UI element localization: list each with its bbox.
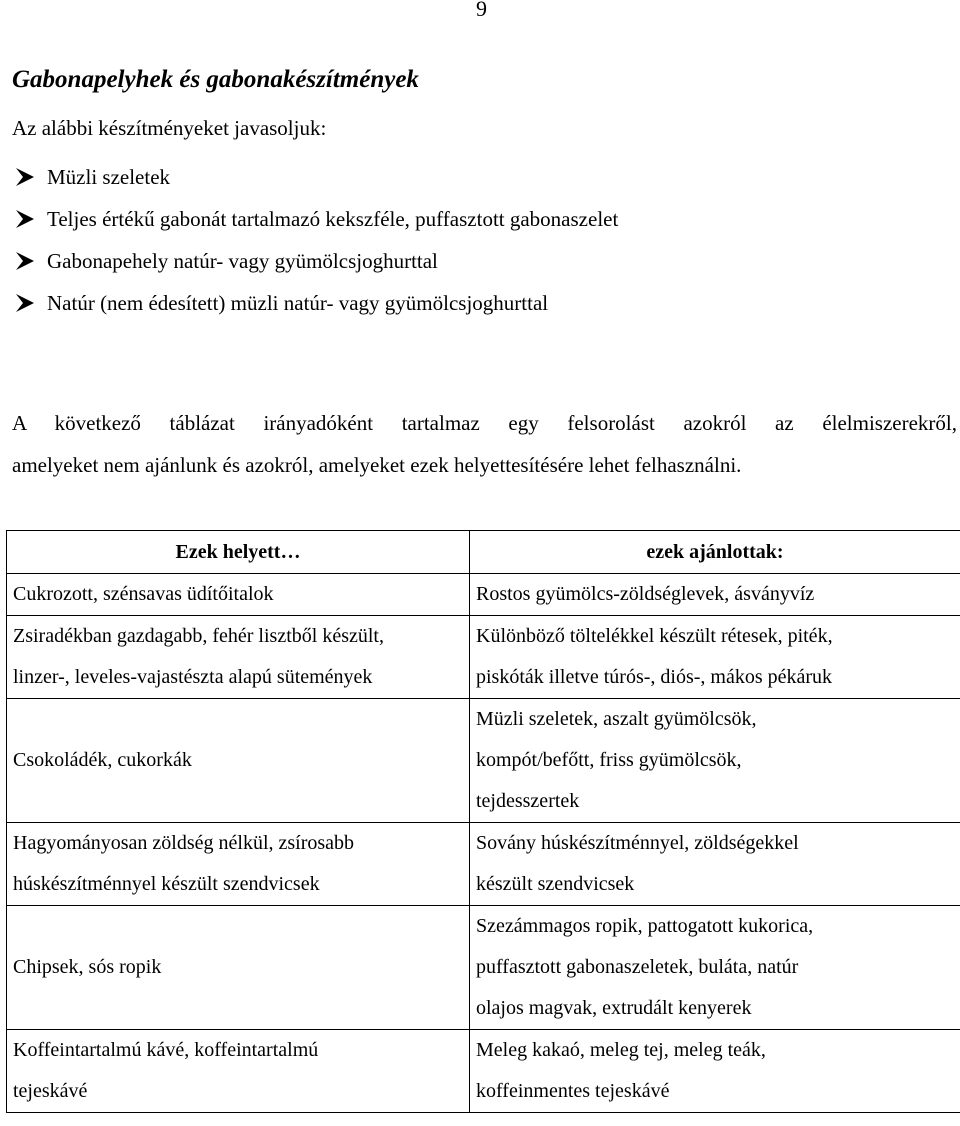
section-heading: Gabonapelyhek és gabonakészítmények: [12, 66, 419, 93]
cell-text: piskóták illetve túrós-, diós-, mákos pékáruk: [476, 666, 833, 688]
paragraph-line: amelyeket nem ajánlunk és azokról, amelyeket ezek helyettesítésére lehet felhasználni.: [12, 453, 742, 477]
cell-avoid: [7, 699, 470, 823]
cell-text: Cukrozott, szénsavas üdítőitalok: [13, 583, 274, 605]
cell-avoid: [7, 1030, 470, 1113]
cell-text: Zsiradékban gazdagabb, fehér lisztből készült,: [13, 625, 384, 647]
cell-text: Sovány húskészítménnyel, zöldségekkel: [476, 832, 799, 854]
cell-avoid: [7, 823, 470, 906]
recommendation-list: [12, 156, 618, 324]
list-item: [12, 240, 618, 282]
cell-text: linzer-, leveles-vajastészta alapú sütemények: [13, 666, 373, 688]
cell-recommended: [470, 823, 960, 906]
cell-text: Hagyományosan zöldség nélkül, zsírosabb: [13, 832, 355, 854]
cell-text: koffeinmentes tejeskávé: [476, 1080, 670, 1102]
table-header-row: [7, 531, 960, 574]
food-substitution-table: [6, 530, 960, 1113]
cell-text: Meleg kakaó, meleg tej, meleg teák,: [476, 1039, 766, 1061]
cell-recommended: [470, 1030, 960, 1113]
table-row: [7, 616, 960, 699]
cell-text: Chipsek, sós ropik: [13, 956, 162, 978]
cell-text: olajos magvak, extrudált kenyerek: [476, 997, 752, 1019]
cell-text: Müzli szeletek, aszalt gyümölcsök,: [476, 708, 757, 730]
table-row: [7, 574, 960, 616]
arrowhead-bullet-icon: [12, 292, 42, 314]
arrowhead-bullet-icon: [12, 208, 42, 230]
intro-text: Az alábbi készítményeket javasoljuk:: [12, 116, 327, 140]
cell-text: Rostos gyümölcs-zöldséglevek, ásványvíz: [476, 583, 815, 605]
cell-text: Szezámmagos ropik, pattogatott kukorica,: [476, 915, 814, 937]
table-row: [7, 906, 960, 1030]
list-item-text: Natúr (nem édesített) müzli natúr- vagy gyümölcsjoghurttal: [47, 290, 549, 315]
list-item: [12, 156, 618, 198]
list-item: [12, 282, 618, 324]
cell-recommended: [470, 574, 960, 616]
cell-text: Koffeintartalmú kávé, koffeintartalmú: [13, 1039, 319, 1061]
cell-text: puffasztott gabonaszeletek, buláta, natúr: [476, 956, 799, 978]
cell-text: tejeskávé: [13, 1080, 88, 1102]
list-item: [12, 198, 618, 240]
table-intro-paragraph: [12, 402, 957, 486]
cell-avoid: [7, 906, 470, 1030]
cell-text: Különböző töltelékkel készült rétesek, piték,: [476, 625, 833, 647]
table-row: [7, 823, 960, 906]
paragraph-line: A következő táblázat irányadóként tartalmaz egy felsorolást azokról az élelmiszerekről,: [12, 411, 957, 435]
cell-text: kompót/befőtt, friss gyümölcsök,: [476, 749, 742, 771]
cell-recommended: [470, 906, 960, 1030]
cell-recommended: [470, 699, 960, 823]
cell-avoid: [7, 574, 470, 616]
table-row: [7, 1030, 960, 1113]
list-item-text: Müzli szeletek: [47, 164, 171, 189]
header-recommended: ezek ajánlottak:: [470, 531, 960, 574]
list-item-text: Teljes értékű gabonát tartalmazó kekszféle, puffasztott gabonaszelet: [47, 206, 619, 231]
header-instead-of: Ezek helyett…: [7, 531, 470, 574]
cell-text: tejdesszertek: [476, 790, 580, 812]
page-number: 9: [476, 0, 487, 21]
arrowhead-bullet-icon: [12, 250, 42, 272]
cell-avoid: [7, 616, 470, 699]
list-item-text: Gabonapehely natúr- vagy gyümölcsjoghurttal: [47, 248, 438, 273]
arrowhead-bullet-icon: [12, 166, 42, 188]
cell-text: készült szendvicsek: [476, 873, 635, 895]
cell-text: Csokoládék, cukorkák: [13, 749, 192, 771]
cell-text: húskészítménnyel készült szendvicsek: [13, 873, 320, 895]
table-row: [7, 699, 960, 823]
cell-recommended: [470, 616, 960, 699]
